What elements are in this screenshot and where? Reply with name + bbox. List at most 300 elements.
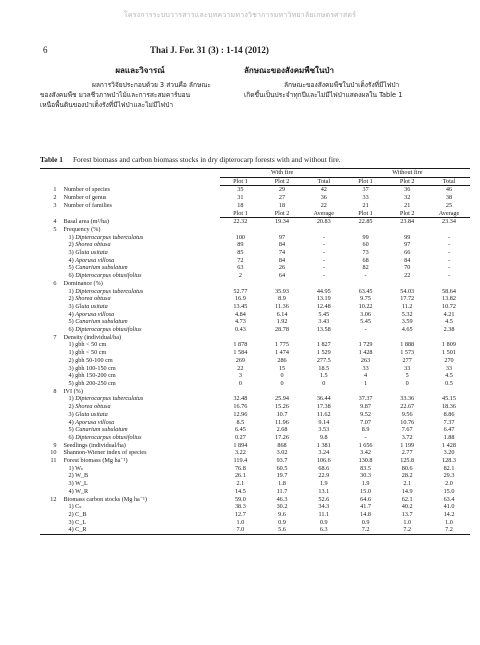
species-label <box>62 257 219 265</box>
value-cell: 2.1 <box>236 480 245 488</box>
value-cell: 1 888 <box>400 341 415 349</box>
value-cell: - <box>322 256 325 264</box>
table-cell <box>345 334 387 342</box>
row-label: 1) Cₛ <box>68 503 82 511</box>
column-header: Plot 1 <box>345 177 387 186</box>
value-cell: 26.1 <box>234 472 246 480</box>
value-cell: 1.0 <box>445 518 453 526</box>
value-cell: 17.26 <box>275 433 289 441</box>
page-number: 6 <box>43 45 48 55</box>
value-cell: 7.2 <box>386 526 428 534</box>
species-row <box>40 434 470 442</box>
value-cell: 80.6 <box>401 464 413 472</box>
value-cell: 1 529 <box>316 349 331 357</box>
value-cell: 119.4 <box>233 457 248 465</box>
row-number: 3 <box>53 201 57 209</box>
value-cell: 7.2 <box>345 526 387 534</box>
value-cell: 38.3 <box>234 503 246 511</box>
table-row <box>40 480 470 488</box>
value-cell: 277 <box>402 356 412 364</box>
value-cell: 97 <box>278 233 286 241</box>
table-cell <box>62 177 219 186</box>
value-cell: 286 <box>277 356 287 364</box>
table-row <box>40 372 470 380</box>
species-row <box>40 288 470 296</box>
table-row <box>40 519 470 527</box>
value-cell: 1 381 <box>316 441 331 449</box>
value-cell: 3.72 <box>401 433 413 441</box>
value-cell: 22.85 <box>358 218 373 226</box>
table-cell <box>220 280 262 288</box>
value-cell: 11.1 <box>318 510 330 518</box>
species-label <box>62 411 219 419</box>
value-cell: 22 <box>320 201 327 209</box>
species-name: Shorea obtusa <box>75 295 111 303</box>
watermark: โครงการระบบวารสารและบทความทางวิชาการมหาวิทยาลัยเกษตรศาสตร์ <box>123 11 357 19</box>
species-row <box>40 295 470 303</box>
results-section <box>40 66 240 110</box>
value-cell: 7.0 <box>220 526 262 534</box>
table-row <box>40 194 470 202</box>
value-cell: 62.1 <box>401 495 413 503</box>
item-key: 5) <box>68 426 76 434</box>
value-cell: 15.0 <box>360 487 371 495</box>
value-cell: 46 <box>445 186 453 194</box>
item-key: 1) <box>68 287 76 295</box>
value-cell: - <box>447 264 451 272</box>
value-cell: 1.8 <box>278 480 286 488</box>
species-row <box>40 241 470 249</box>
row-number: 12 <box>50 495 57 503</box>
value-cell: 6.3 <box>303 526 345 534</box>
value-cell: 1.9 <box>361 480 370 488</box>
value-cell: 3.59 <box>401 318 413 326</box>
species-row <box>40 249 470 257</box>
value-cell: 128.3 <box>442 457 456 465</box>
value-cell: 2.0 <box>445 480 453 488</box>
value-cell: 30.2 <box>276 503 288 511</box>
value-cell: 28.2 <box>401 472 413 480</box>
value-cell: 73 <box>362 249 369 257</box>
species-label <box>62 249 219 257</box>
value-cell: 32.48 <box>233 395 248 403</box>
value-cell: 0.9 <box>361 518 370 526</box>
table-cell <box>40 434 62 442</box>
value-cell: 22.67 <box>400 403 415 411</box>
value-cell: 9.56 <box>401 410 413 418</box>
row-label: 3) W_L <box>68 480 88 488</box>
table-cell <box>40 234 62 242</box>
value-cell: 26 <box>278 264 286 272</box>
table-row <box>40 218 470 226</box>
table-cell <box>40 488 62 496</box>
row-label: 4) W_R <box>68 487 89 495</box>
value-cell: 2 <box>238 272 242 280</box>
value-cell: 1 809 <box>442 341 456 349</box>
value-cell: 3.06 <box>360 310 371 318</box>
row-label: 1) Wₛ <box>68 464 83 472</box>
table-cell <box>40 318 62 326</box>
item-key: 3) <box>68 410 76 418</box>
value-cell: 84 <box>278 241 286 249</box>
species-row <box>40 403 470 411</box>
species-row <box>40 419 470 427</box>
biomass-table <box>40 168 470 535</box>
table-row <box>40 442 470 450</box>
species-name: Shorea obtusa <box>75 403 111 411</box>
species-name: Gluta usitata <box>75 410 108 418</box>
column-header: Plot 1 <box>345 210 387 218</box>
species-row <box>40 272 470 280</box>
value-cell: 17.72 <box>400 295 415 303</box>
table-row <box>40 226 470 234</box>
row-number: 6 <box>53 279 57 287</box>
value-cell: - <box>322 233 325 241</box>
item-key: 6) <box>68 272 76 280</box>
table-cell <box>345 280 387 288</box>
value-cell: 12.48 <box>316 302 331 310</box>
value-cell: 9.87 <box>360 403 371 411</box>
value-cell: 21 <box>362 201 369 209</box>
table-row <box>40 365 470 373</box>
table-cell <box>386 334 428 342</box>
row-label: 4) gbh 150-200 cm <box>68 372 116 380</box>
table-cell <box>40 472 62 480</box>
table-cell <box>303 334 345 342</box>
value-cell: 84 <box>278 256 286 264</box>
value-cell: 22 <box>404 272 411 280</box>
row-label: Dominance (%) <box>63 279 103 287</box>
value-cell: 7.07 <box>360 418 371 426</box>
species-name: Gluta usitata <box>75 302 108 310</box>
row-label: 3) gbh 100-150 cm <box>68 364 116 372</box>
value-cell: 15 <box>278 364 286 372</box>
value-cell: 9.14 <box>318 418 330 426</box>
species-row <box>40 426 470 434</box>
table-cell <box>40 341 62 349</box>
column-header: Total <box>303 177 345 186</box>
value-cell: 29.3 <box>443 472 455 480</box>
table-cell <box>40 357 62 365</box>
value-cell: 85 <box>237 249 244 257</box>
value-cell: 93.7 <box>276 457 288 465</box>
item-key: 1) <box>68 233 76 241</box>
table-cell <box>40 511 62 519</box>
value-cell: - <box>364 272 367 280</box>
value-cell: 20.83 <box>316 218 331 226</box>
row-number: 11 <box>50 457 57 465</box>
value-cell: 0.5 <box>445 379 453 387</box>
value-cell: 33 <box>404 364 411 372</box>
value-cell: 3.24 <box>318 449 330 457</box>
table-cell <box>261 334 303 342</box>
value-cell: 12.96 <box>233 410 248 418</box>
value-cell: 32 <box>404 194 411 202</box>
value-cell: 22.9 <box>318 472 330 480</box>
value-cell: 106.6 <box>316 457 331 465</box>
value-cell: 10.76 <box>400 418 415 426</box>
value-cell: 7.67 <box>401 426 413 434</box>
value-cell: 13.19 <box>316 295 331 303</box>
table-cell <box>386 388 428 396</box>
value-cell: 3.20 <box>443 449 455 457</box>
value-cell: 0.9 <box>278 518 286 526</box>
row-number: 8 <box>53 387 57 395</box>
value-cell: 54.03 <box>400 287 415 295</box>
species-row <box>40 234 470 242</box>
table-cell <box>40 519 62 527</box>
item-key: 3) <box>68 249 76 257</box>
value-cell: 277.5 <box>316 356 331 364</box>
row-number: 9 <box>53 441 57 449</box>
value-cell: 1 827 <box>316 341 331 349</box>
table-cell <box>40 349 62 357</box>
group-header-row <box>40 169 470 178</box>
species-label <box>62 234 219 242</box>
value-cell: 19.7 <box>276 472 288 480</box>
row-label: Basal area (m²/ha) <box>63 217 109 225</box>
value-cell: 44.95 <box>316 287 331 295</box>
section-title: ผลและวิจารณ์ <box>115 66 165 75</box>
value-cell: 2.77 <box>401 449 413 457</box>
value-cell: 1 199 <box>400 441 415 449</box>
column-header: Plot 1 <box>220 210 262 218</box>
table-row <box>40 380 470 388</box>
species-name: Dipterocarpus tuberculatus <box>75 395 144 403</box>
value-cell: 37 <box>362 186 369 194</box>
value-cell: 36 <box>404 186 411 194</box>
table-cell <box>40 465 62 473</box>
table-cell <box>40 257 62 265</box>
value-cell: 14.2 <box>443 510 455 518</box>
value-cell: 60.5 <box>276 464 288 472</box>
species-label <box>62 419 219 427</box>
value-cell: 6.14 <box>276 310 288 318</box>
table-cell <box>40 403 62 411</box>
value-cell: 19.34 <box>275 218 289 226</box>
value-cell: 63.45 <box>358 287 373 295</box>
species-row <box>40 303 470 311</box>
value-cell: - <box>364 326 367 334</box>
value-cell: 1 878 <box>233 341 248 349</box>
row-label: 1) gbh < 50 cm <box>68 349 107 357</box>
value-cell: 10.22 <box>358 302 373 310</box>
species-label <box>62 295 219 303</box>
table-cell <box>40 411 62 419</box>
table-cell <box>40 288 62 296</box>
paragraph-line: ลักษณะของสังคมพืชในป่าเต็งรังที่มีไฟป่า <box>284 81 400 89</box>
value-cell: 63 <box>237 264 244 272</box>
species-name: Aporusa villosa <box>75 310 115 318</box>
value-cell: 14.8 <box>360 510 371 518</box>
table-cell <box>345 388 387 396</box>
table-cell <box>40 311 62 319</box>
paragraph-line: เหนือพื้นดินของป่าเต็งรังที่มีไฟป่าและไม่มีไฟป่า <box>40 101 174 109</box>
row-number: 7 <box>53 333 57 341</box>
value-cell: 66 <box>404 249 411 257</box>
value-cell: 11.36 <box>275 302 289 310</box>
column-header: Plot 1 <box>220 177 262 186</box>
value-cell: 16.76 <box>233 403 248 411</box>
species-row <box>40 257 470 265</box>
species-name: Canarium subulatum <box>75 318 128 326</box>
value-cell: 263 <box>360 356 371 364</box>
value-cell: - <box>322 272 325 280</box>
value-cell: 33 <box>445 364 453 372</box>
value-cell: 27 <box>278 194 286 202</box>
value-cell: 72 <box>237 256 244 264</box>
value-cell: 10.72 <box>442 302 456 310</box>
table-cell <box>40 177 62 186</box>
table-row <box>40 472 470 480</box>
table-row <box>40 526 470 534</box>
value-cell: 4.65 <box>401 326 413 334</box>
row-label: 2) C_B <box>68 510 87 518</box>
value-cell: 23.34 <box>442 218 456 226</box>
value-cell: 1.9 <box>319 480 328 488</box>
value-cell: 1 <box>364 379 368 387</box>
species-label <box>62 303 219 311</box>
column-header: Plot 2 <box>261 177 303 186</box>
species-label <box>62 311 219 319</box>
table-cell <box>220 226 262 234</box>
value-cell: 18.36 <box>442 403 456 411</box>
value-cell: 33 <box>362 364 369 372</box>
value-cell: 0 <box>280 372 284 380</box>
species-label <box>62 264 219 272</box>
value-cell: 97 <box>404 241 411 249</box>
value-cell: 40.2 <box>401 503 413 511</box>
table-cell <box>40 372 62 380</box>
value-cell: 30.3 <box>360 472 371 480</box>
row-label: 2) gbh 50-100 cm <box>68 356 113 364</box>
value-cell: - <box>322 264 325 272</box>
value-cell: 60 <box>362 241 369 249</box>
value-cell: - <box>447 249 451 257</box>
table-row <box>40 511 470 519</box>
table-cell <box>40 326 62 334</box>
row-label: Frequency (%) <box>63 225 101 233</box>
table-cell <box>40 380 62 388</box>
value-cell: 269 <box>235 356 246 364</box>
row-label: Number of genus <box>63 194 107 202</box>
value-cell: 28.78 <box>275 326 289 334</box>
row-number: 4 <box>53 217 57 225</box>
value-cell: 5.45 <box>360 318 371 326</box>
value-cell: 42 <box>320 186 327 194</box>
species-label <box>62 434 219 442</box>
species-row <box>40 395 470 403</box>
value-cell: 21 <box>404 201 411 209</box>
table-cell <box>428 226 470 234</box>
value-cell: 8.9 <box>361 426 370 434</box>
row-label: 1) gbh < 50 cm <box>68 341 107 349</box>
value-cell: 22.32 <box>233 218 248 226</box>
value-cell: 82.1 <box>443 464 455 472</box>
row-label: 3) C_L <box>68 518 87 526</box>
table-cell <box>40 241 62 249</box>
item-key: 5) <box>68 318 76 326</box>
table-row <box>40 503 470 511</box>
table-cell <box>40 503 62 511</box>
item-key: 4) <box>68 256 76 264</box>
value-cell: 8.5 <box>236 418 245 426</box>
species-name: Dipterocarpus tuberculatus <box>75 287 144 295</box>
value-cell: 1 501 <box>442 349 456 357</box>
value-cell: 0.43 <box>234 326 246 334</box>
species-label <box>62 395 219 403</box>
value-cell: 130.8 <box>358 457 373 465</box>
table-cell <box>386 280 428 288</box>
value-cell: 6.47 <box>443 426 455 434</box>
table-cell <box>428 280 470 288</box>
column-header: Plot 2 <box>261 210 303 218</box>
value-cell: 4 <box>364 372 368 380</box>
sub-header-row <box>40 210 470 218</box>
table-cell <box>40 249 62 257</box>
species-row <box>40 326 470 334</box>
value-cell: 1.0 <box>236 518 245 526</box>
table-cell <box>345 226 387 234</box>
value-cell: 0.9 <box>319 518 328 526</box>
value-cell: 15.26 <box>275 403 289 411</box>
species-label <box>62 426 219 434</box>
value-cell: 100 <box>235 233 246 241</box>
table-cell <box>220 334 262 342</box>
item-key: 2) <box>68 241 76 249</box>
value-cell: 13.45 <box>233 302 248 310</box>
value-cell: 4.5 <box>445 372 453 380</box>
row-number: 10 <box>50 449 57 457</box>
table-cell <box>62 169 219 178</box>
row-label: Biomass carbon stocks (Mg ha⁻¹) <box>63 495 147 503</box>
table-row <box>40 488 470 496</box>
value-cell: 23.84 <box>400 218 415 226</box>
column-header: Plot 2 <box>386 177 428 186</box>
value-cell: 3.43 <box>318 318 330 326</box>
item-key: 1) <box>68 395 76 403</box>
species-name: Dipterocarpus obtusifolius <box>75 326 142 334</box>
species-name: Shorea obtusa <box>75 241 111 249</box>
value-cell: 3 <box>238 372 242 380</box>
row-label: Number of species <box>63 186 110 194</box>
table-cell <box>40 395 62 403</box>
value-cell: 83.5 <box>360 464 371 472</box>
value-cell: 270 <box>444 356 454 364</box>
species-row <box>40 318 470 326</box>
table-row <box>40 186 470 194</box>
value-cell: 4.73 <box>234 318 246 326</box>
value-cell: 9.75 <box>360 295 371 303</box>
value-cell: 0 <box>405 379 409 387</box>
species-name: Dipterocarpus obtusifolius <box>75 433 142 441</box>
value-cell: 16.9 <box>234 295 246 303</box>
value-cell: 1 428 <box>358 349 373 357</box>
value-cell: 1.0 <box>403 518 412 526</box>
value-cell: 11.7 <box>276 487 288 495</box>
row-label: 4) C_R <box>62 526 219 534</box>
value-cell: 4.5 <box>445 318 453 326</box>
row-label: Forest biomass (Mg ha⁻¹) <box>63 457 128 465</box>
paragraph-line: ของสังคมพืช มวลชีวภาพป่าไม้และการสะสมคาร์บอน <box>40 91 191 99</box>
value-cell: 35.93 <box>275 287 289 295</box>
item-key: 4) <box>68 418 76 426</box>
value-cell: 0 <box>322 379 326 387</box>
value-cell: 9.8 <box>319 433 328 441</box>
paragraph-line: ผลการวิจัยประกอบด้วย 3 ส่วนคือ ลักษณะ <box>92 81 211 89</box>
table-cell <box>62 210 219 218</box>
paragraph-line: เกิดขึ้นเป็นประจำทุกปีและไม่มีไฟป่าแสดงผลใน Table 1 <box>244 91 403 99</box>
